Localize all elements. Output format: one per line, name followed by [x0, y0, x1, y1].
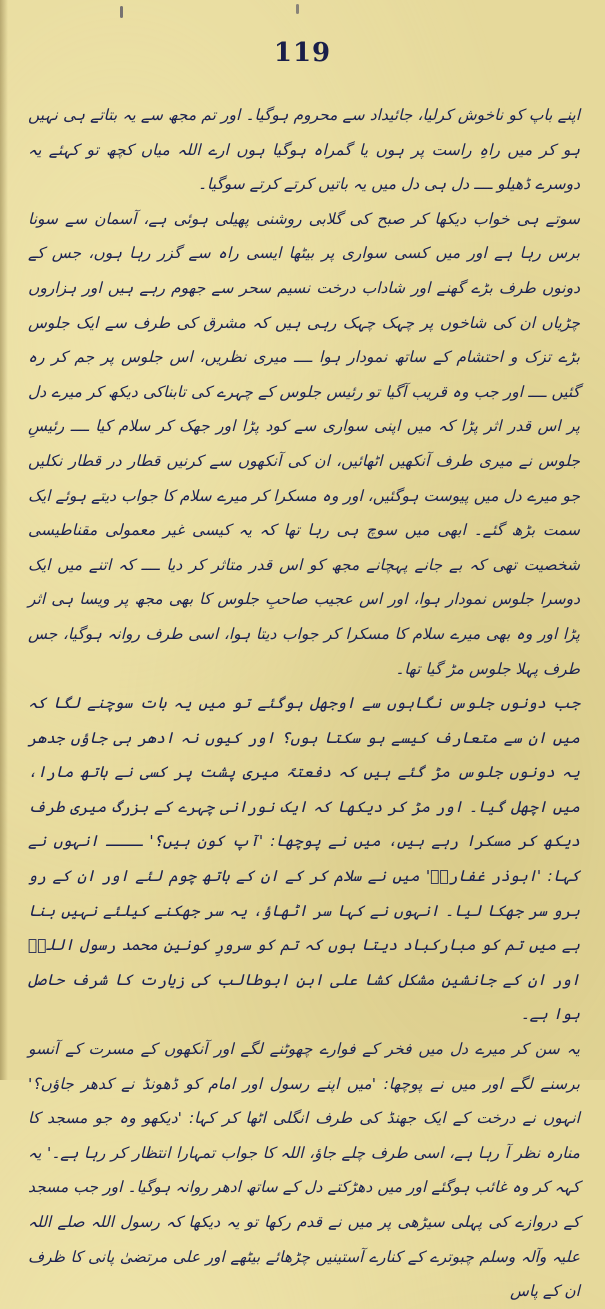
- paragraph: اپنے باپ کو ناخوش کرلیا، جائیداد سے محروم ہوگیا۔ اور تم مجھ سے یہ بتاتے ہی نہیں ہو کر میں راہِ راست پر ہوں یا گمراہ ہوگیا ہوں ارے اللہ میاں کچھ تو کہئے یہ دوسرے ڈھیلو ــــ دل ہی دل میں یہ باتیں کرتے کرتے سوگیا۔: [28, 106, 580, 194]
- paragraph: سوتے ہی خواب دیکھا کر صبح کی گلابی روشنی پھیلی ہوئی ہے، آسمان سے سونا برس رہا ہے اور میں کسی سواری پر بیٹھا ایسی راہ سے گزر رہا ہوں، جس کے دونوں طرف بڑے گھنے اور شاداب درخت نسیم سحر سے جھوم رہے ہیں اور ہزاروں چڑیاں ان کی شاخوں پر چہک چہک رہی ہیں کہ مشرق کی طرف سے ایک جلوس بڑے تزک و احتشام کے ساتھ نمودار ہوا ــــ میری نظریں، اس جلوس پر جم کر رہ گئیں ــــ اور جب وہ قریب آگیا تو رئیس جلوس کے چہرے کی تابناکی دیکھ کر میرے دل پر اس قدر اثر پڑا کہ میں اپنی سواری سے کود پڑا اور جھک کر سلام کیا ــــ رئیسِ جلوس نے میری طرف آنکھیں اٹھائیں، ان کی آنکھوں سے کرنیں قطار در قطار نکلیں جو میرے دل میں پیوست ہوگئیں، اور وہ مسکرا کر میرے سلام کا جواب دیتے ہوئے ایک سمت بڑھ گئے۔ ابھی میں سوچ ہی رہا تھا کہ یہ کیسی غیر معمولی مقناطیسی شخصیت تھی کہ بے جانے پہچانے مجھ کو اس قدر متاثر کر دیا ــــ کہ اتنے میں ایک دوسرا جلوس نمودار ہوا، اور اس عجیب صاحبِ جلوس کا بھی مجھ پر ویسا ہی اثر پڑا اور وہ بھی میرے سلام کا مسکرا کر جواب دیتا ہوا، اسی طرف روانہ ہوگیا، جس طرف پہلا جلوس مڑ گیا تھا۔: [28, 209, 580, 678]
- paragraph: یہ سن کر میرے دل میں فخر کے فوارے چھوٹنے لگے اور آنکھوں کے مسرت کے آنسو برسنے لگے اور میں نے پوچھا: 'میں اپنے رسول اور امام کو ڈھونڈ نے کدھر جاؤں؟' انہوں نے درخت کے ایک جھنڈ کی طرف انگلی اٹھا کر کہا: 'دیکھو وہ جو مسجد کا منارہ نظر آ رہا ہے، اسی طرف چلے جاؤ، اللہ کا جواب تمہارا انتظار کر رہا ہے۔' یہ کہہ کر وہ غائب ہوگئے اور میں دھڑکتے دل کے ساتھ ادھر روانہ ہوگیا۔ اور جب مسجد کے دروازے کی پہلی سیڑھی پر میں نے قدم رکھا تو یہ دیکھا کہ رسول اللہ صلے اللہ علیہ وآلہ وسلم چبوترے کے کنارے آستینیں چڑھائے بیٹھے اور علی مرتضیٰ پانی کا ظرف ان کے پاس: [28, 1040, 580, 1301]
- paragraph: جب دونوں جلوس نگاہوں سے اوجھل ہوگئے تو میں یہ بات سوچنے لگا کہ میں ان سے متعارف کیسے ہو سکتا ہوں؟ اور کیوں نہ ادھر ہی جاؤں جدھر یہ دونوں جلوس مڑ گئے ہیں کہ دفعتہً میری پشت پر کسی نے ہاتھ مارا، میں اچھل گیا۔ اور مڑ کر دیکھا کہ ایک نورانی چہرے کے بزرگ میری طرف دیکھ کر مسکرا رہے ہیں، میں نے پوچھا: 'آپ کون ہیں؟' ــــ انہوں نے کہا: 'ابوذر غفاریؓ' میں نے سلام کر کے ان کے ہاتھ چوم لئے اور ان کے رو برو سر جھکا لیا۔ انہوں نے کہا سر اٹھاؤ، یہ سر جھکنے کیلئے نہیں بنا ہے میں تم کو مبارکباد دیتا ہوں کہ تم کو سرورِ کونین محمد رسول اللہؐ اور ان کے جانشین مشکل کشا علی ابن ابوطالب کی زیارت کا شرف حاصل ہوا ہے۔: [28, 694, 580, 1024]
- page-number: 119: [273, 38, 332, 68]
- ink-mark: [120, 6, 123, 18]
- page-binding-shadow: [0, 0, 8, 1080]
- ink-mark: [296, 4, 299, 14]
- body-text: [28, 98, 580, 1301]
